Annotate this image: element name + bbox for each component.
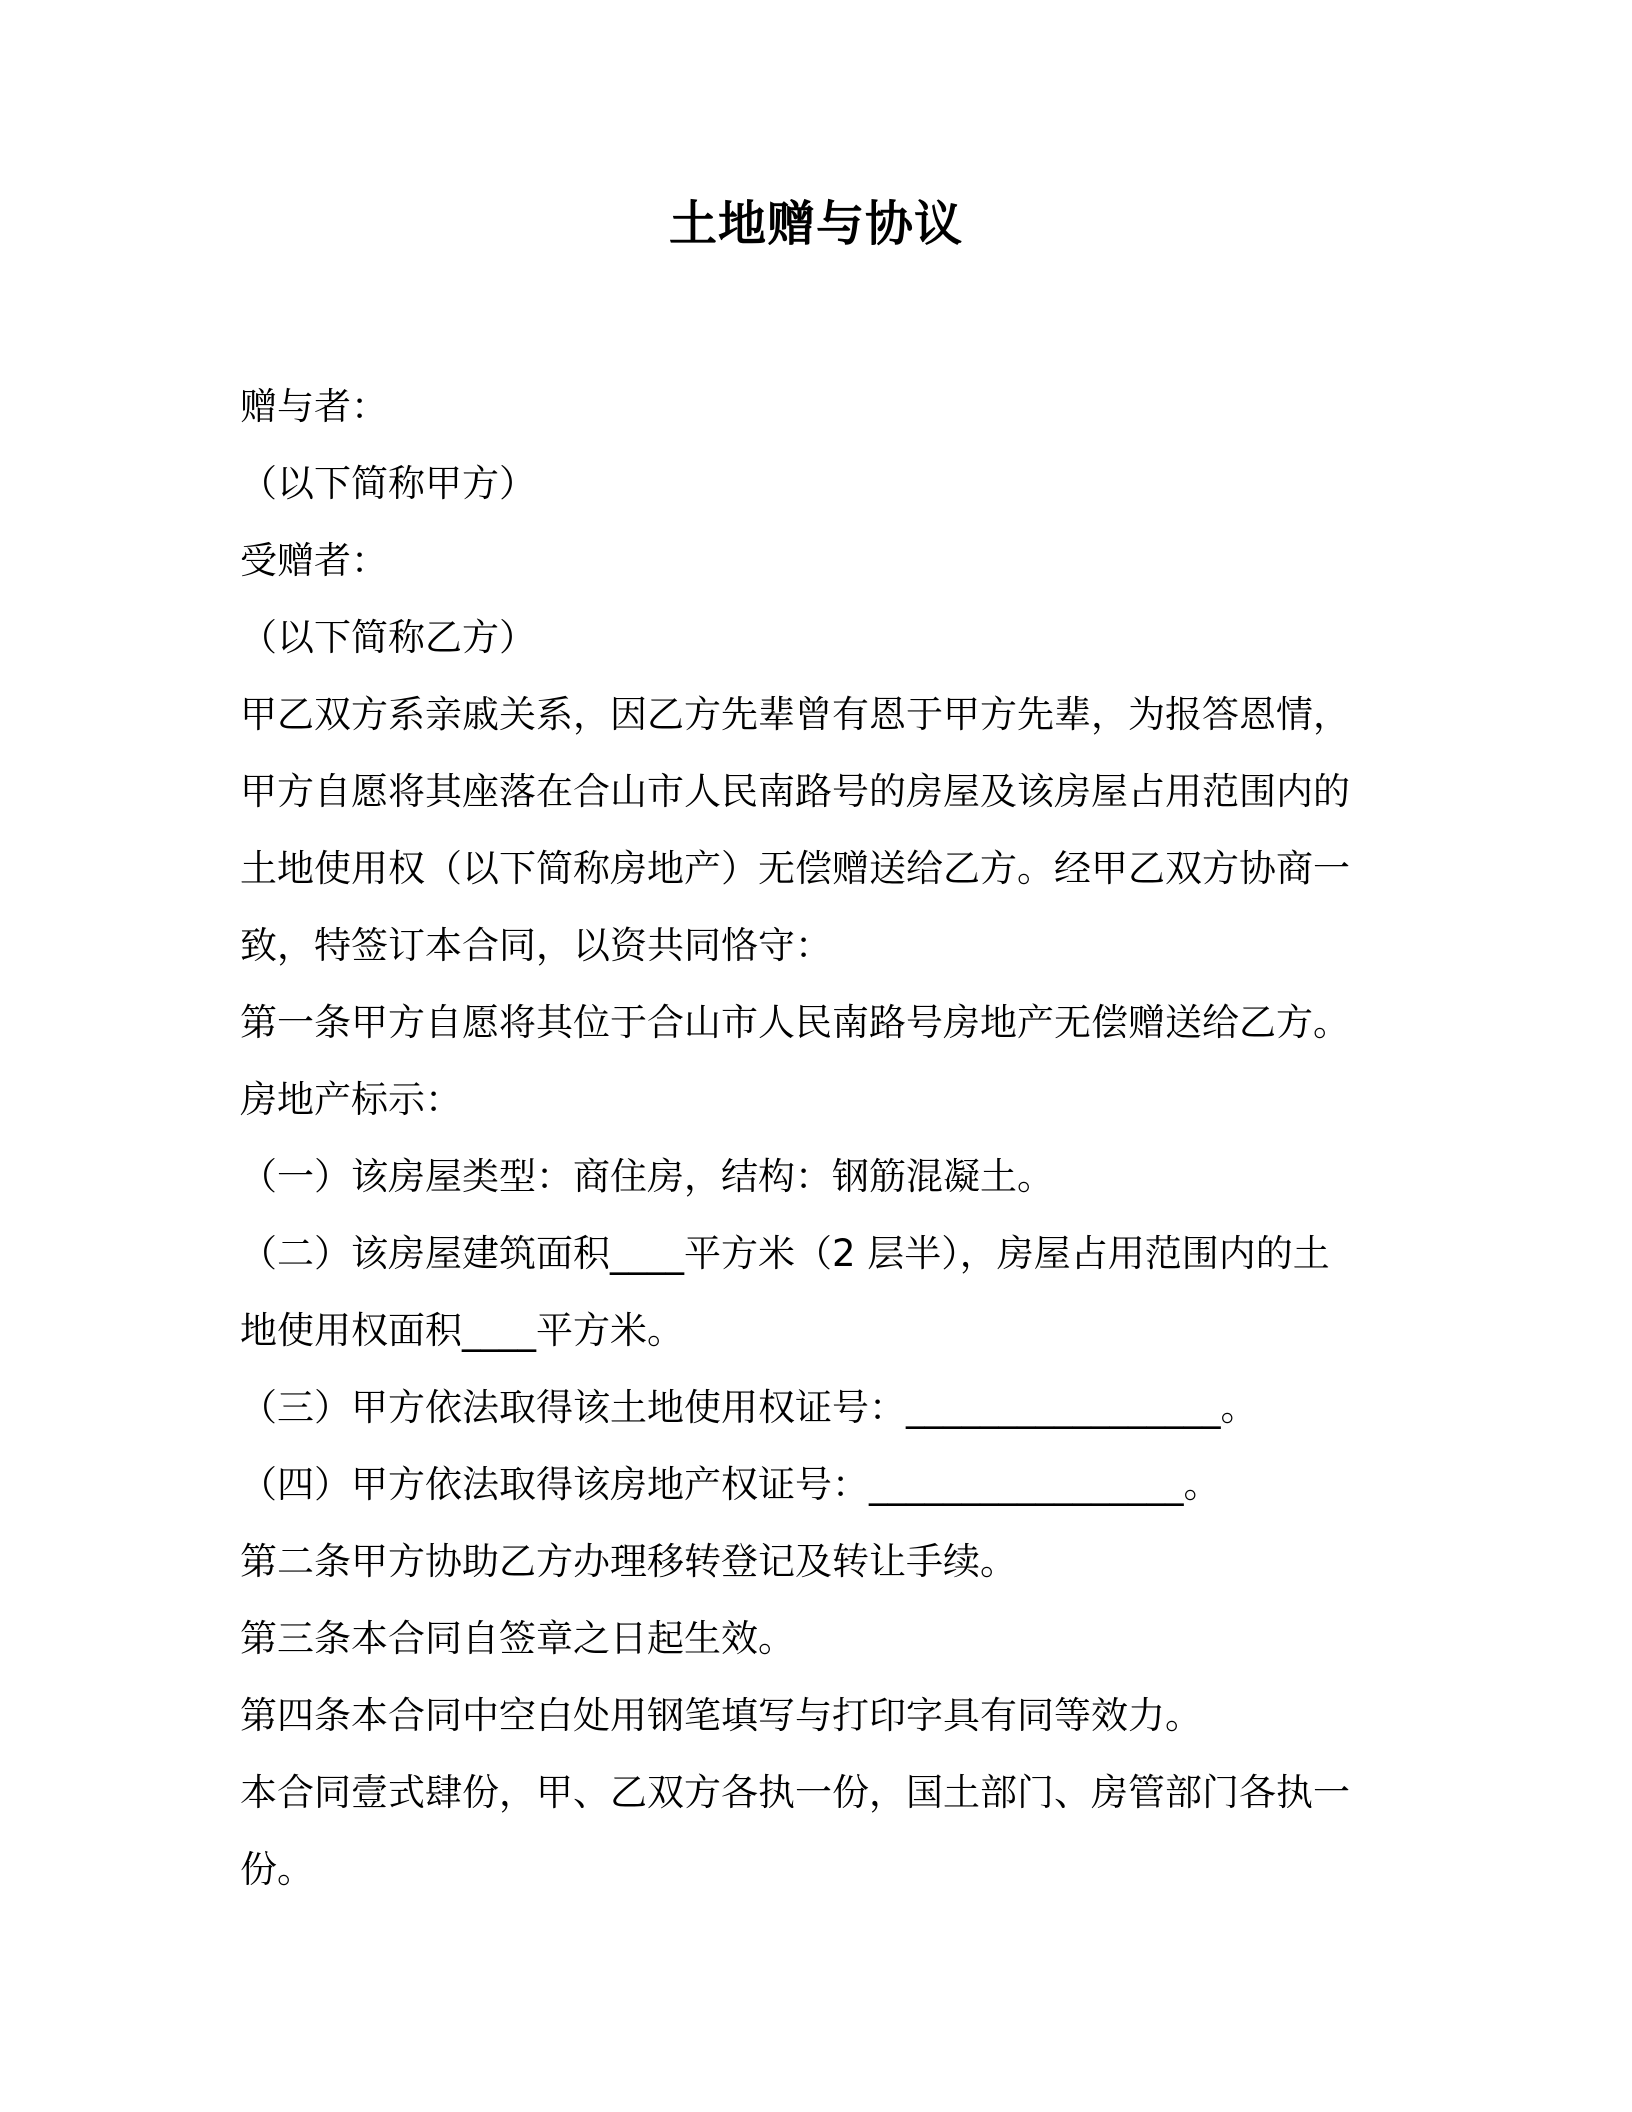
- property-item-3: （三）甲方依法取得该土地使用权证号：_________________。: [240, 1386, 1258, 1429]
- copies-line-cont: 份。: [240, 1848, 314, 1891]
- recipient-line: 受赠者：: [240, 539, 388, 582]
- property-item-2-cont: 地使用权面积____平方米。: [240, 1309, 684, 1352]
- property-item-1: （一）该房屋类型：商住房，结构：钢筋混凝土。: [240, 1155, 1054, 1198]
- preamble-line: 土地使用权（以下简称房地产）无偿赠送给乙方。经甲乙双方协商一: [240, 847, 1350, 890]
- copies-line: 本合同壹式肆份，甲、乙双方各执一份，国土部门、房管部门各执一: [240, 1771, 1350, 1814]
- property-item-2: （二）该房屋建筑面积____平方米（2 层半），房屋占用范围内的土: [240, 1232, 1330, 1275]
- article-one: 第一条甲方自愿将其位于合山市人民南路号房地产无偿赠送给乙方。: [240, 1001, 1350, 1044]
- party-b-note: （以下简称乙方）: [240, 616, 536, 659]
- article-two: 第二条甲方协助乙方办理移转登记及转让手续。: [240, 1540, 1017, 1583]
- preamble-line: 致，特签订本合同，以资共同恪守：: [240, 924, 832, 967]
- article-three: 第三条本合同自签章之日起生效。: [240, 1617, 795, 1660]
- property-label: 房地产标示：: [240, 1078, 462, 1121]
- property-item-4: （四）甲方依法取得该房地产权证号：_________________。: [240, 1463, 1221, 1506]
- preamble-line: 甲乙双方系亲戚关系，因乙方先辈曾有恩于甲方先辈，为报答恩情，: [240, 693, 1350, 736]
- document-title: 土地赠与协议: [668, 196, 963, 252]
- party-a-note: （以下简称甲方）: [240, 462, 536, 505]
- donor-line: 赠与者：: [240, 385, 388, 428]
- article-four: 第四条本合同中空白处用钢笔填写与打印字具有同等效力。: [240, 1694, 1202, 1737]
- preamble-line: 甲方自愿将其座落在合山市人民南路号的房屋及该房屋占用范围内的: [240, 770, 1350, 813]
- document-body: [240, 368, 1370, 1908]
